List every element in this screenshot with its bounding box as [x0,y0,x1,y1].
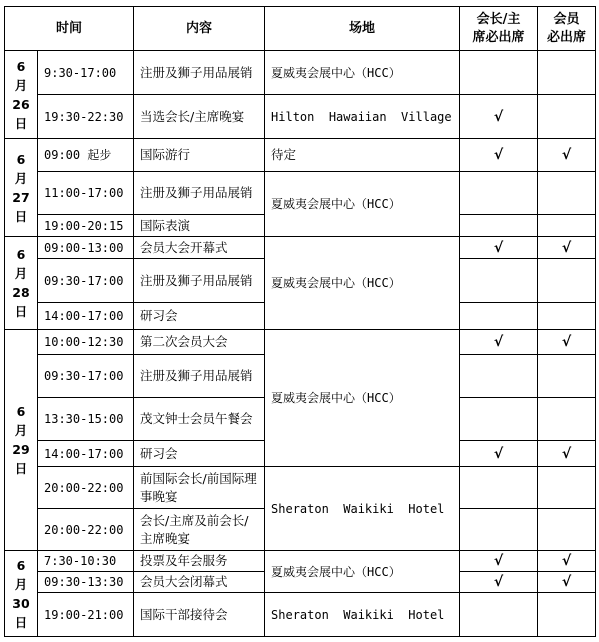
member-cell [538,509,596,551]
time-cell: 14:00-17:00 [38,303,134,330]
venue-cell: 夏威夷会展中心（HCC） [265,172,460,237]
header-row [5,7,596,51]
member-cell [538,172,596,215]
time-cell: 13:30-15:00 [38,398,134,441]
member-cell [538,467,596,509]
time-cell: 09:30-13:30 [38,572,134,593]
president-cell [460,467,538,509]
content-cell: 会员大会闭幕式 [134,572,265,593]
venue-cell: 待定 [265,139,460,172]
president-cell [460,593,538,637]
time-cell: 19:00-21:00 [38,593,134,637]
content-cell: 会长/主席及前会长/主席晚宴 [134,509,265,551]
venue-cell: Sheraton Waikiki Hotel [265,593,460,637]
time-cell: 9:30-17:00 [38,51,134,95]
time-cell: 7:30-10:30 [38,551,134,572]
venue-cell: 夏威夷会展中心（HCC） [265,51,460,95]
table-row [5,51,596,95]
president-cell [460,355,538,398]
time-cell: 10:00-12:30 [38,330,134,355]
table-row [5,593,596,637]
content-cell: 注册及狮子用品展销 [134,172,265,215]
time-cell: 09:30-17:00 [38,259,134,303]
president-check-icon: √ [460,95,538,139]
header-president-required: 会长/主 席必出席 [460,7,538,51]
content-cell: 会员大会开幕式 [134,237,265,259]
content-cell: 茂文钟士会员午餐会 [134,398,265,441]
content-cell: 国际干部接待会 [134,593,265,637]
member-cell [538,398,596,441]
venue-cell: Hilton Hawaiian Village [265,95,460,139]
content-cell: 投票及年会服务 [134,551,265,572]
president-cell [460,303,538,330]
member-check-icon: √ [538,237,596,259]
time-cell: 09:30-17:00 [38,355,134,398]
date-cell: 6 月 27 日 [5,139,38,237]
table-row [5,467,596,509]
time-cell: 20:00-22:00 [38,509,134,551]
time-cell: 19:30-22:30 [38,95,134,139]
schedule-table [4,6,596,637]
venue-cell: Sheraton Waikiki Hotel [265,467,460,551]
president-check-icon: √ [460,237,538,259]
table-row [5,237,596,259]
date-cell: 6 月 28 日 [5,237,38,330]
time-cell: 09:00-13:00 [38,237,134,259]
content-cell: 注册及狮子用品展销 [134,355,265,398]
date-cell: 6 月 30 日 [5,551,38,637]
president-check-icon: √ [460,330,538,355]
date-cell: 6 月 26 日 [5,51,38,139]
member-check-icon: √ [538,572,596,593]
member-check-icon: √ [538,441,596,467]
content-cell: 注册及狮子用品展销 [134,259,265,303]
table-row [5,95,596,139]
president-check-icon: √ [460,139,538,172]
venue-cell: 夏威夷会展中心（HCC） [265,551,460,593]
time-cell: 11:00-17:00 [38,172,134,215]
time-cell: 19:00-20:15 [38,215,134,237]
time-cell: 09:00 起步 [38,139,134,172]
content-cell: 当选会长/主席晚宴 [134,95,265,139]
header-venue: 场地 [265,7,460,51]
header-content: 内容 [134,7,265,51]
member-cell [538,259,596,303]
president-check-icon: √ [460,551,538,572]
content-cell: 注册及狮子用品展销 [134,51,265,95]
header-time: 时间 [5,7,134,51]
member-cell [538,95,596,139]
president-cell [460,51,538,95]
president-cell [460,172,538,215]
member-check-icon: √ [538,330,596,355]
content-cell: 研习会 [134,303,265,330]
venue-cell: 夏威夷会展中心（HCC） [265,330,460,467]
content-cell: 研习会 [134,441,265,467]
venue-cell: 夏威夷会展中心（HCC） [265,237,460,330]
time-cell: 20:00-22:00 [38,467,134,509]
content-cell: 前国际会长/前国际理事晚宴 [134,467,265,509]
president-check-icon: √ [460,572,538,593]
member-cell [538,593,596,637]
member-check-icon: √ [538,139,596,172]
president-cell [460,215,538,237]
content-cell: 国际表演 [134,215,265,237]
table-row [5,139,596,172]
president-check-icon: √ [460,441,538,467]
header-member-required: 会员 必出席 [538,7,596,51]
time-cell: 14:00-17:00 [38,441,134,467]
date-cell: 6 月 29 日 [5,330,38,551]
member-cell [538,303,596,330]
member-cell [538,355,596,398]
member-cell [538,215,596,237]
content-cell: 国际游行 [134,139,265,172]
table-row [5,172,596,215]
table-row [5,551,596,572]
member-check-icon: √ [538,551,596,572]
president-cell [460,398,538,441]
president-cell [460,509,538,551]
content-cell: 第二次会员大会 [134,330,265,355]
member-cell [538,51,596,95]
president-cell [460,259,538,303]
table-row [5,330,596,355]
